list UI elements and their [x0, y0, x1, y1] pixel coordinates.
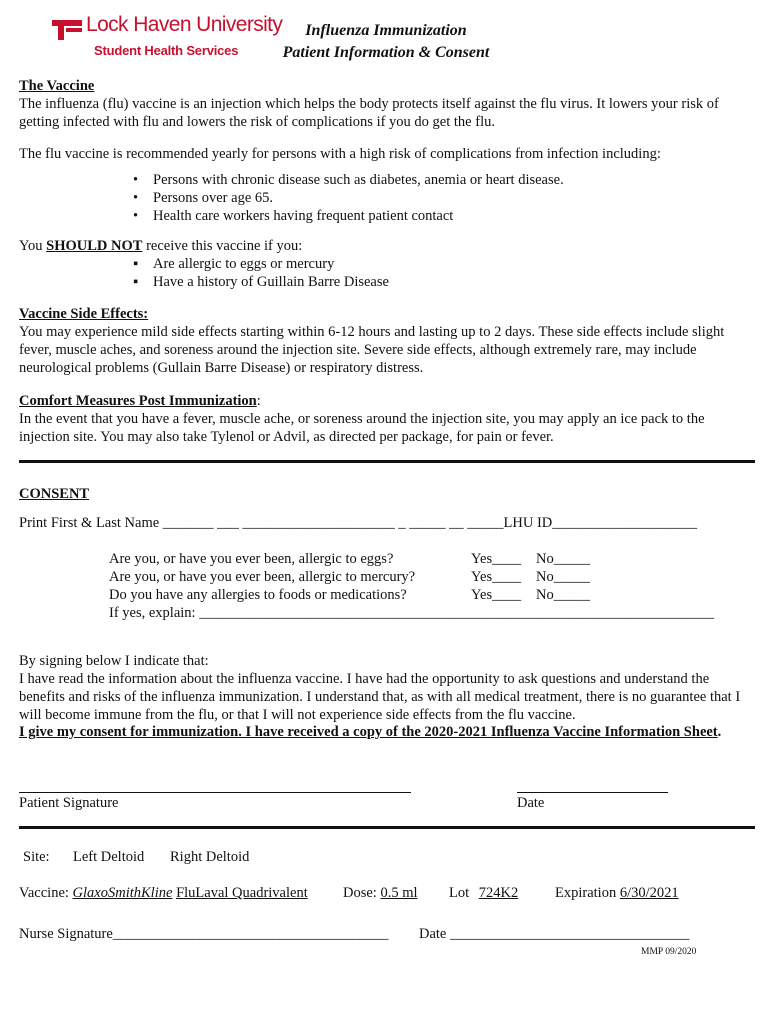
list-item: ▪ Are allergic to eggs or mercury — [133, 255, 733, 273]
high-risk-list — [133, 171, 733, 225]
question-row — [109, 550, 629, 568]
list-item: • Persons with chronic disease such as diabetes, anemia or heart disease. — [133, 171, 733, 189]
nurse-signature-field[interactable]: Nurse Signature______________________________________ — [19, 926, 389, 942]
question-text: Do you have any allergies to foods or medications? — [109, 587, 407, 603]
signing-intro: By signing below I indicate that: — [19, 653, 209, 669]
lot-row — [449, 884, 518, 902]
side-effects-heading: Vaccine Side Effects: — [19, 306, 149, 322]
patient-signature-label: Patient Signature — [19, 795, 119, 811]
title-line-1: Influenza Immunization — [305, 22, 467, 39]
should-not-line — [19, 237, 754, 255]
question-text: Are you, or have you ever been, allergic to mercury? — [109, 569, 416, 585]
should-not-prefix: You — [19, 238, 47, 254]
explain-field[interactable]: If yes, explain: _______________________________________________________________________ — [109, 605, 714, 621]
comfort-heading-colon: : — [256, 393, 261, 409]
allergy-questions — [109, 550, 629, 604]
site-left-deltoid[interactable]: Left Deltoid — [73, 849, 145, 865]
vaccine-section — [19, 77, 754, 131]
logo-university-name: Lock Haven University — [86, 13, 283, 36]
yes-field[interactable]: Yes____ — [471, 569, 522, 585]
comfort-heading: Comfort Measures Post Immunization — [19, 393, 257, 409]
lot-label: Lot — [449, 885, 470, 901]
consent-heading: CONSENT — [19, 486, 90, 502]
nurse-date-field[interactable]: Date _________________________________ — [419, 926, 690, 942]
lot-value: 724K2 — [478, 885, 519, 901]
vaccine-info-row — [19, 884, 308, 902]
site-right-deltoid[interactable]: Right Deltoid — [170, 849, 250, 865]
form-code: MMP 09/2020 — [641, 947, 697, 957]
side-effects-text: You may experience mild side effects starting within 6-12 hours and lasting up to 2 days. These side effects include slight fever, muscle aches, and soreness around the injection site. Severe side effects, although extremely rare, may include neurological problems (Gullain Barre Disease) or respiratory distress. — [19, 324, 725, 376]
vaccine-heading: The Vaccine — [19, 78, 95, 94]
patient-date-label: Date — [517, 795, 545, 811]
question-row — [109, 568, 629, 586]
vaccine-paragraph-2: The flu vaccine is recommended yearly for persons with a high risk of complications from infection including: — [19, 146, 661, 162]
consent-statement-line — [19, 723, 754, 741]
document-title — [256, 20, 516, 64]
consent-period: . — [717, 724, 722, 740]
expiration-value: 6/30/2021 — [619, 885, 679, 901]
comfort-section — [19, 392, 754, 446]
yes-field[interactable]: Yes____ — [471, 551, 522, 567]
list-item: • Persons over age 65. — [133, 189, 733, 207]
yes-field[interactable]: Yes____ — [471, 587, 522, 603]
patient-date-line[interactable] — [517, 792, 668, 793]
title-line-2: Patient Information & Consent — [282, 44, 490, 61]
question-text: Are you, or have you ever been, allergic to eggs? — [109, 551, 394, 567]
side-effects-section — [19, 305, 754, 377]
dose-value: 0.5 ml — [380, 885, 418, 901]
no-field[interactable]: No_____ — [536, 587, 590, 603]
no-field[interactable]: No_____ — [536, 569, 590, 585]
section-divider — [19, 460, 755, 463]
consent-statement: I give my consent for immunization. I have received a copy of the 2020-2021 Influenza Vaccine Information Sheet — [19, 724, 718, 740]
university-logo — [52, 13, 283, 60]
should-not-suffix: receive this vaccine if you: — [142, 238, 303, 254]
list-item: • Health care workers having frequent patient contact — [133, 207, 733, 225]
vaccine-label: Vaccine: — [19, 885, 69, 901]
comfort-text: In the event that you have a fever, muscle ache, or soreness around the injection site, you may apply an ice pack to the injection site. You may also take Tylenol or Advil, as directed per package, for pain or fever. — [19, 411, 705, 445]
expiration-label: Expiration — [555, 885, 617, 901]
patient-signature-line[interactable] — [19, 792, 411, 793]
dose-row — [343, 884, 418, 902]
vaccine-paragraph-1: The influenza (flu) vaccine is an injection which helps the body protects itself against the flu virus. It lowers your risk of getting infected with flu and lowers the risk of complications if you do get the flu. — [19, 96, 719, 130]
lhu-emblem-icon — [52, 20, 82, 40]
contraindication-list — [133, 255, 733, 291]
logo-department: Student Health Services — [94, 43, 239, 58]
vaccine-product: FluLaval Quadrivalent — [176, 885, 308, 901]
should-not-emphasis: SHOULD NOT — [46, 238, 143, 254]
site-label: Site: — [23, 849, 50, 865]
dose-label: Dose: — [343, 885, 377, 901]
vaccine-maker: GlaxoSmithKline — [72, 885, 173, 901]
section-divider — [19, 826, 755, 829]
no-field[interactable]: No_____ — [536, 551, 590, 567]
list-item: ▪ Have a history of Guillain Barre Disease — [133, 273, 733, 291]
signing-text: I have read the information about the influenza vaccine. I have had the opportunity to ask questions and understand the benefits and risks of the influenza immunization. I understand that, as with all medical treatment, there is no guarantee that I will become immune from the flu, or that I will not experience side effects from the flu vaccine. — [19, 671, 741, 723]
question-row — [109, 586, 629, 604]
expiration-row — [555, 884, 679, 902]
name-id-field[interactable]: Print First & Last Name _______ ___ _____________________ _ _____ __ _____LHU ID____________________ — [19, 515, 698, 531]
